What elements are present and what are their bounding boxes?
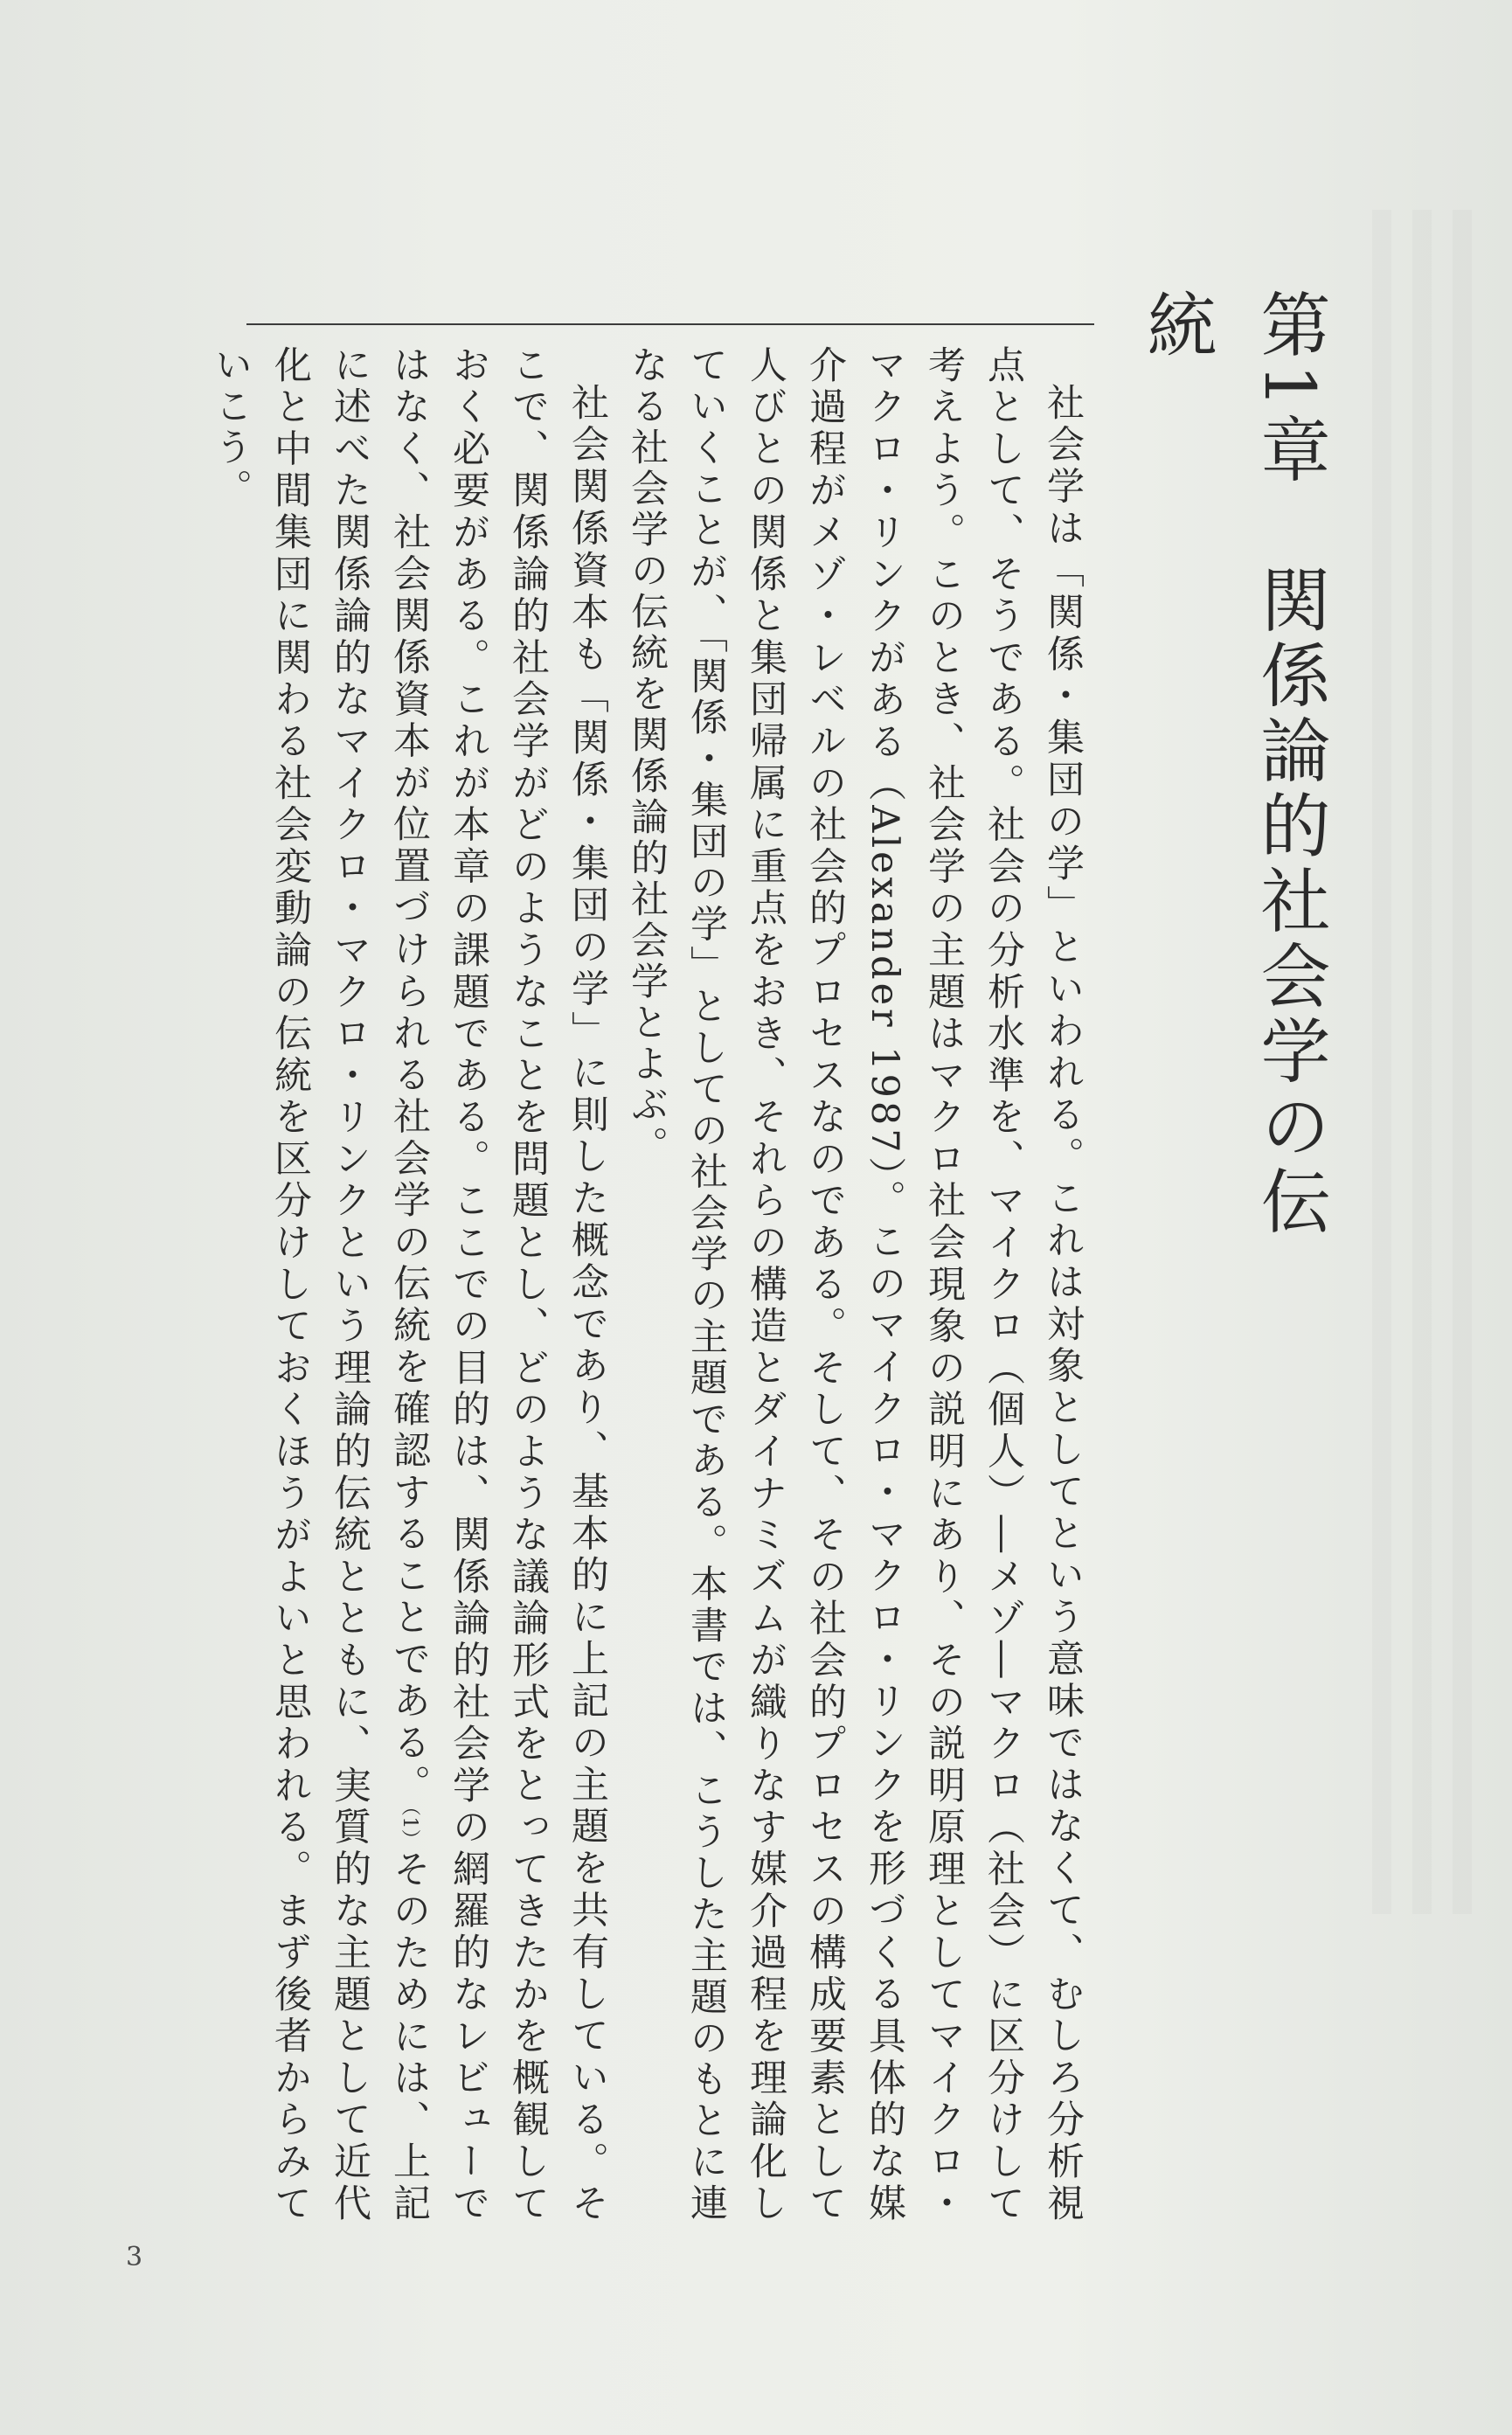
paragraph-2-text-a: 社会関係資本も「関係・集団の学」に則した概念であり、基本的に上記の主題を共有している。そこで、関係論的社会学がどのようなことを問題とし、どのような議論形式をとってきたかを概観しておく必要がある。これが本章の課題である。ここでの目的は、関係論的社会学の網羅的なレビューではなく、社会関係資本が位置づけられる社会学の伝統を確認することである。 <box>387 345 609 2225</box>
paragraph-2-text-b: そのためには、上記に述べた関係論的なマイクロ・マクロ・リンクという理論的伝統とともに、実質的な主題として近代化と中間集団に関わる社会変動論の伝統を区分けしておくほうがよいと思われる。まず後者からみていこう。 <box>209 345 431 2225</box>
header-rule <box>246 323 1094 325</box>
paragraph-2 <box>201 345 617 2224</box>
body-text <box>201 345 1092 2224</box>
page-number: 3 <box>126 2242 143 2272</box>
footnote-marker: （1） <box>399 1806 420 1849</box>
paragraph-1 <box>617 345 1092 2224</box>
chapter-title: 第1章 関係論的社会学の伝統 <box>1135 288 1330 1240</box>
paragraph-1-text: 社会学は「関係・集団の学」といわれる。これは対象としてという意味ではなくて、むしろ分析視点として、そうである。社会の分析水準を、マイクロ（個人）―メゾ―マクロ（社会）に区分けして考えよう。このとき、社会学の主題はマクロ社会現象の説明にあり、その説明原理としてマイクロ・マクロ・リンクがある（Alexander 1987）。このマイクロ・マクロ・リンクを形づくる具体的な媒介過程がメゾ・レベルの社会的プロセスなのである。そして、その社会的プロセスの構成要素として人びとの関係と集団帰属に重点をおき、それらの構造とダイナミズムが織りなす媒介過程を理論化していくことが、「関係・集団の学」としての社会学の主題である。本書では、こうした主題のもとに連なる社会学の伝統を関係論的社会学とよぶ。 <box>625 345 1085 2225</box>
show-through-shadow <box>1372 210 1486 1914</box>
